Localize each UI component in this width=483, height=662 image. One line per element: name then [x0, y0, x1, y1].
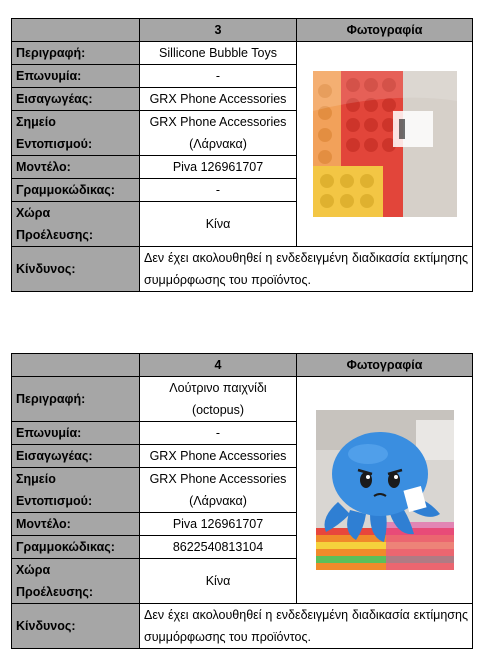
octopus-plush-photo: [316, 410, 454, 570]
location-label-line2: Εντοπισμού:: [16, 494, 93, 508]
location-value-line1: GRX Phone Accessories: [149, 472, 287, 486]
description-label: Περιγραφή:: [12, 42, 140, 65]
brand-value: -: [140, 65, 297, 88]
header-blank: [12, 354, 140, 377]
importer-label: Εισαγωγέας:: [12, 445, 140, 468]
location-label-line1: Σημείο: [16, 472, 56, 486]
description-value-line2: (octopus): [191, 403, 245, 417]
model-label: Μοντέλο:: [12, 513, 140, 536]
description-label: Περιγραφή:: [12, 377, 140, 422]
photo-header: Φωτογραφία: [297, 19, 473, 42]
model-value: Piva 126961707: [140, 156, 297, 179]
origin-value: Κίνα: [140, 202, 297, 247]
location-value: [140, 111, 297, 156]
origin-value: Κίνα: [140, 559, 297, 604]
location-value-line1: GRX Phone Accessories: [149, 115, 287, 129]
risk-label: Κίνδυνος:: [12, 247, 140, 292]
origin-label-line2: Προέλευσης:: [16, 228, 94, 242]
location-label-line1: Σημείο: [16, 115, 56, 129]
location-label: [12, 111, 140, 156]
description-value: Sillicone Bubble Toys: [140, 42, 297, 65]
location-label: [12, 468, 140, 513]
header-blank: [12, 19, 140, 42]
barcode-label: Γραμμοκώδικας:: [12, 179, 140, 202]
origin-label-line2: Προέλευσης:: [16, 585, 94, 599]
model-value: Piva 126961707: [140, 513, 297, 536]
risk-value: Δεν έχει ακολουθηθεί η ενδεδειγμένη διαδικασία εκτίμησης συμμόρφωσης του προϊόντος.: [140, 604, 473, 649]
importer-label: Εισαγωγέας:: [12, 88, 140, 111]
brand-label: Επωνυμία:: [12, 65, 140, 88]
origin-label-line1: Χώρα: [16, 206, 51, 220]
location-value-line2: (Λάρνακα): [189, 137, 247, 151]
pop-it-toy-photo: [313, 71, 457, 217]
description-value-line1: Λούτρινο παιχνίδι: [169, 381, 267, 395]
brand-label: Επωνυμία:: [12, 422, 140, 445]
importer-value: GRX Phone Accessories: [140, 88, 297, 111]
product-number: 4: [140, 354, 297, 377]
location-value-line2: (Λάρνακα): [189, 494, 247, 508]
product-table-4: [11, 353, 473, 649]
location-label-line2: Εντοπισμού:: [16, 137, 93, 151]
barcode-value: 8622540813104: [140, 536, 297, 559]
brand-value: -: [140, 422, 297, 445]
product-photo-cell: [297, 377, 473, 604]
photo-header: Φωτογραφία: [297, 354, 473, 377]
importer-value: GRX Phone Accessories: [140, 445, 297, 468]
barcode-value: -: [140, 179, 297, 202]
location-value: [140, 468, 297, 513]
origin-label-line1: Χώρα: [16, 563, 51, 577]
model-label: Μοντέλο:: [12, 156, 140, 179]
description-value: [140, 377, 297, 422]
risk-label: Κίνδυνος:: [12, 604, 140, 649]
product-number: 3: [140, 19, 297, 42]
product-table-3: [11, 18, 473, 292]
origin-label: [12, 202, 140, 247]
risk-value: Δεν έχει ακολουθηθεί η ενδεδειγμένη διαδικασία εκτίμησης συμμόρφωσης του προϊόντος.: [140, 247, 473, 292]
origin-label: [12, 559, 140, 604]
barcode-label: Γραμμοκώδικας:: [12, 536, 140, 559]
product-photo-cell: [297, 42, 473, 247]
